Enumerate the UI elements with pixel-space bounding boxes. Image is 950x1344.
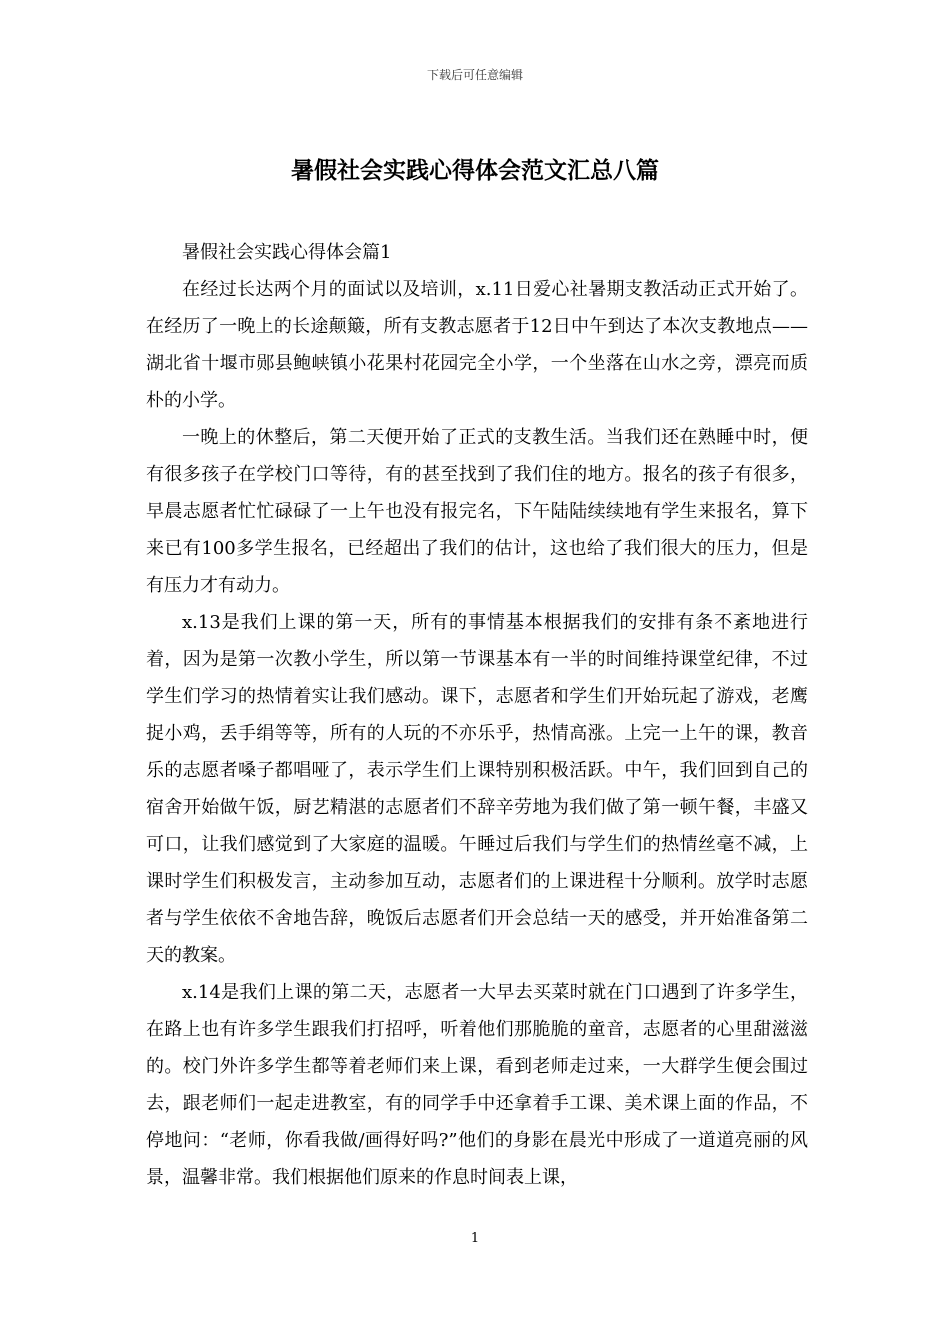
section-heading: 暑假社会实践心得体会篇1 [182,242,392,263]
paragraph: x.14是我们上课的第二天，志愿者一大早去买菜时就在门口遇到了许多学生，在路上也有许多学生跟我们打招呼，听着他们那脆脆的童音，志愿者的心里甜滋滋的。校门外许多学生都等着老师们来上课，看到老师走过来，一大群学生便会围过去，跟老师们一起走进教室，有的同学手中还拿着手工课、美术课上面的作品，不停地问：“老师，你看我做/画得好吗?”他们的身影在晨光中形成了一道道亮丽的风景，温馨非常。我们根据他们原来的作息时间表上课， [146,982,808,1188]
document-title: 暑假社会实践心得体会范文汇总八篇 [291,157,659,184]
page-header-note: 下载后可任意编辑 [426,68,523,82]
paragraph: 在经过长达两个月的面试以及培训，x.11日爱心社暑期支教活动正式开始了。在经历了一晚上的长途颠簸，所有支教志愿者于12日中午到达了本次支教地点——湖北省十堰市郧县鲍峡镇小花果村花园完全小学，一个坐落在山水之旁，漂亮而质朴的小学。 [146,279,808,411]
paragraph: x.13是我们上课的第一天，所有的事情基本根据我们的安排有条不紊地进行着，因为是第一次教小学生，所以第一节课基本有一半的时间维持课堂纪律，不过学生们学习的热情着实让我们感动。课下，志愿者和学生们开始玩起了游戏，老鹰捉小鸡，丢手绢等等，所有的人玩的不亦乐乎，热情高涨。上完一上午的课，教音乐的志愿者嗓子都唱哑了，表示学生们上课特别积极活跃。中午，我们回到自己的宿舍开始做午饭，厨艺精湛的志愿者们不辞辛劳地为我们做了第一顿午餐，丰盛又可口，让我们感觉到了大家庭的温暖。午睡过后我们与学生们的热情丝毫不减，上课时学生们积极发言，主动参加互动，志愿者们的上课进程十分顺利。放学时志愿者与学生依依不舍地告辞，晚饭后志愿者们开会总结一天的感受，并开始准备第二天的教案。 [146,612,808,966]
page-number: 1 [470,1231,480,1246]
paragraph: 一晚上的休整后，第二天便开始了正式的支教生活。当我们还在熟睡中时，便有很多孩子在学校门口等待，有的甚至找到了我们住的地方。报名的孩子有很多，早晨志愿者忙忙碌碌了一上午也没有报完名，下午陆陆续续地有学生来报名，算下来已有100多学生报名，已经超出了我们的估计，这也给了我们很大的压力，但是有压力才有动力。 [146,427,808,596]
document-body [146,234,808,1196]
